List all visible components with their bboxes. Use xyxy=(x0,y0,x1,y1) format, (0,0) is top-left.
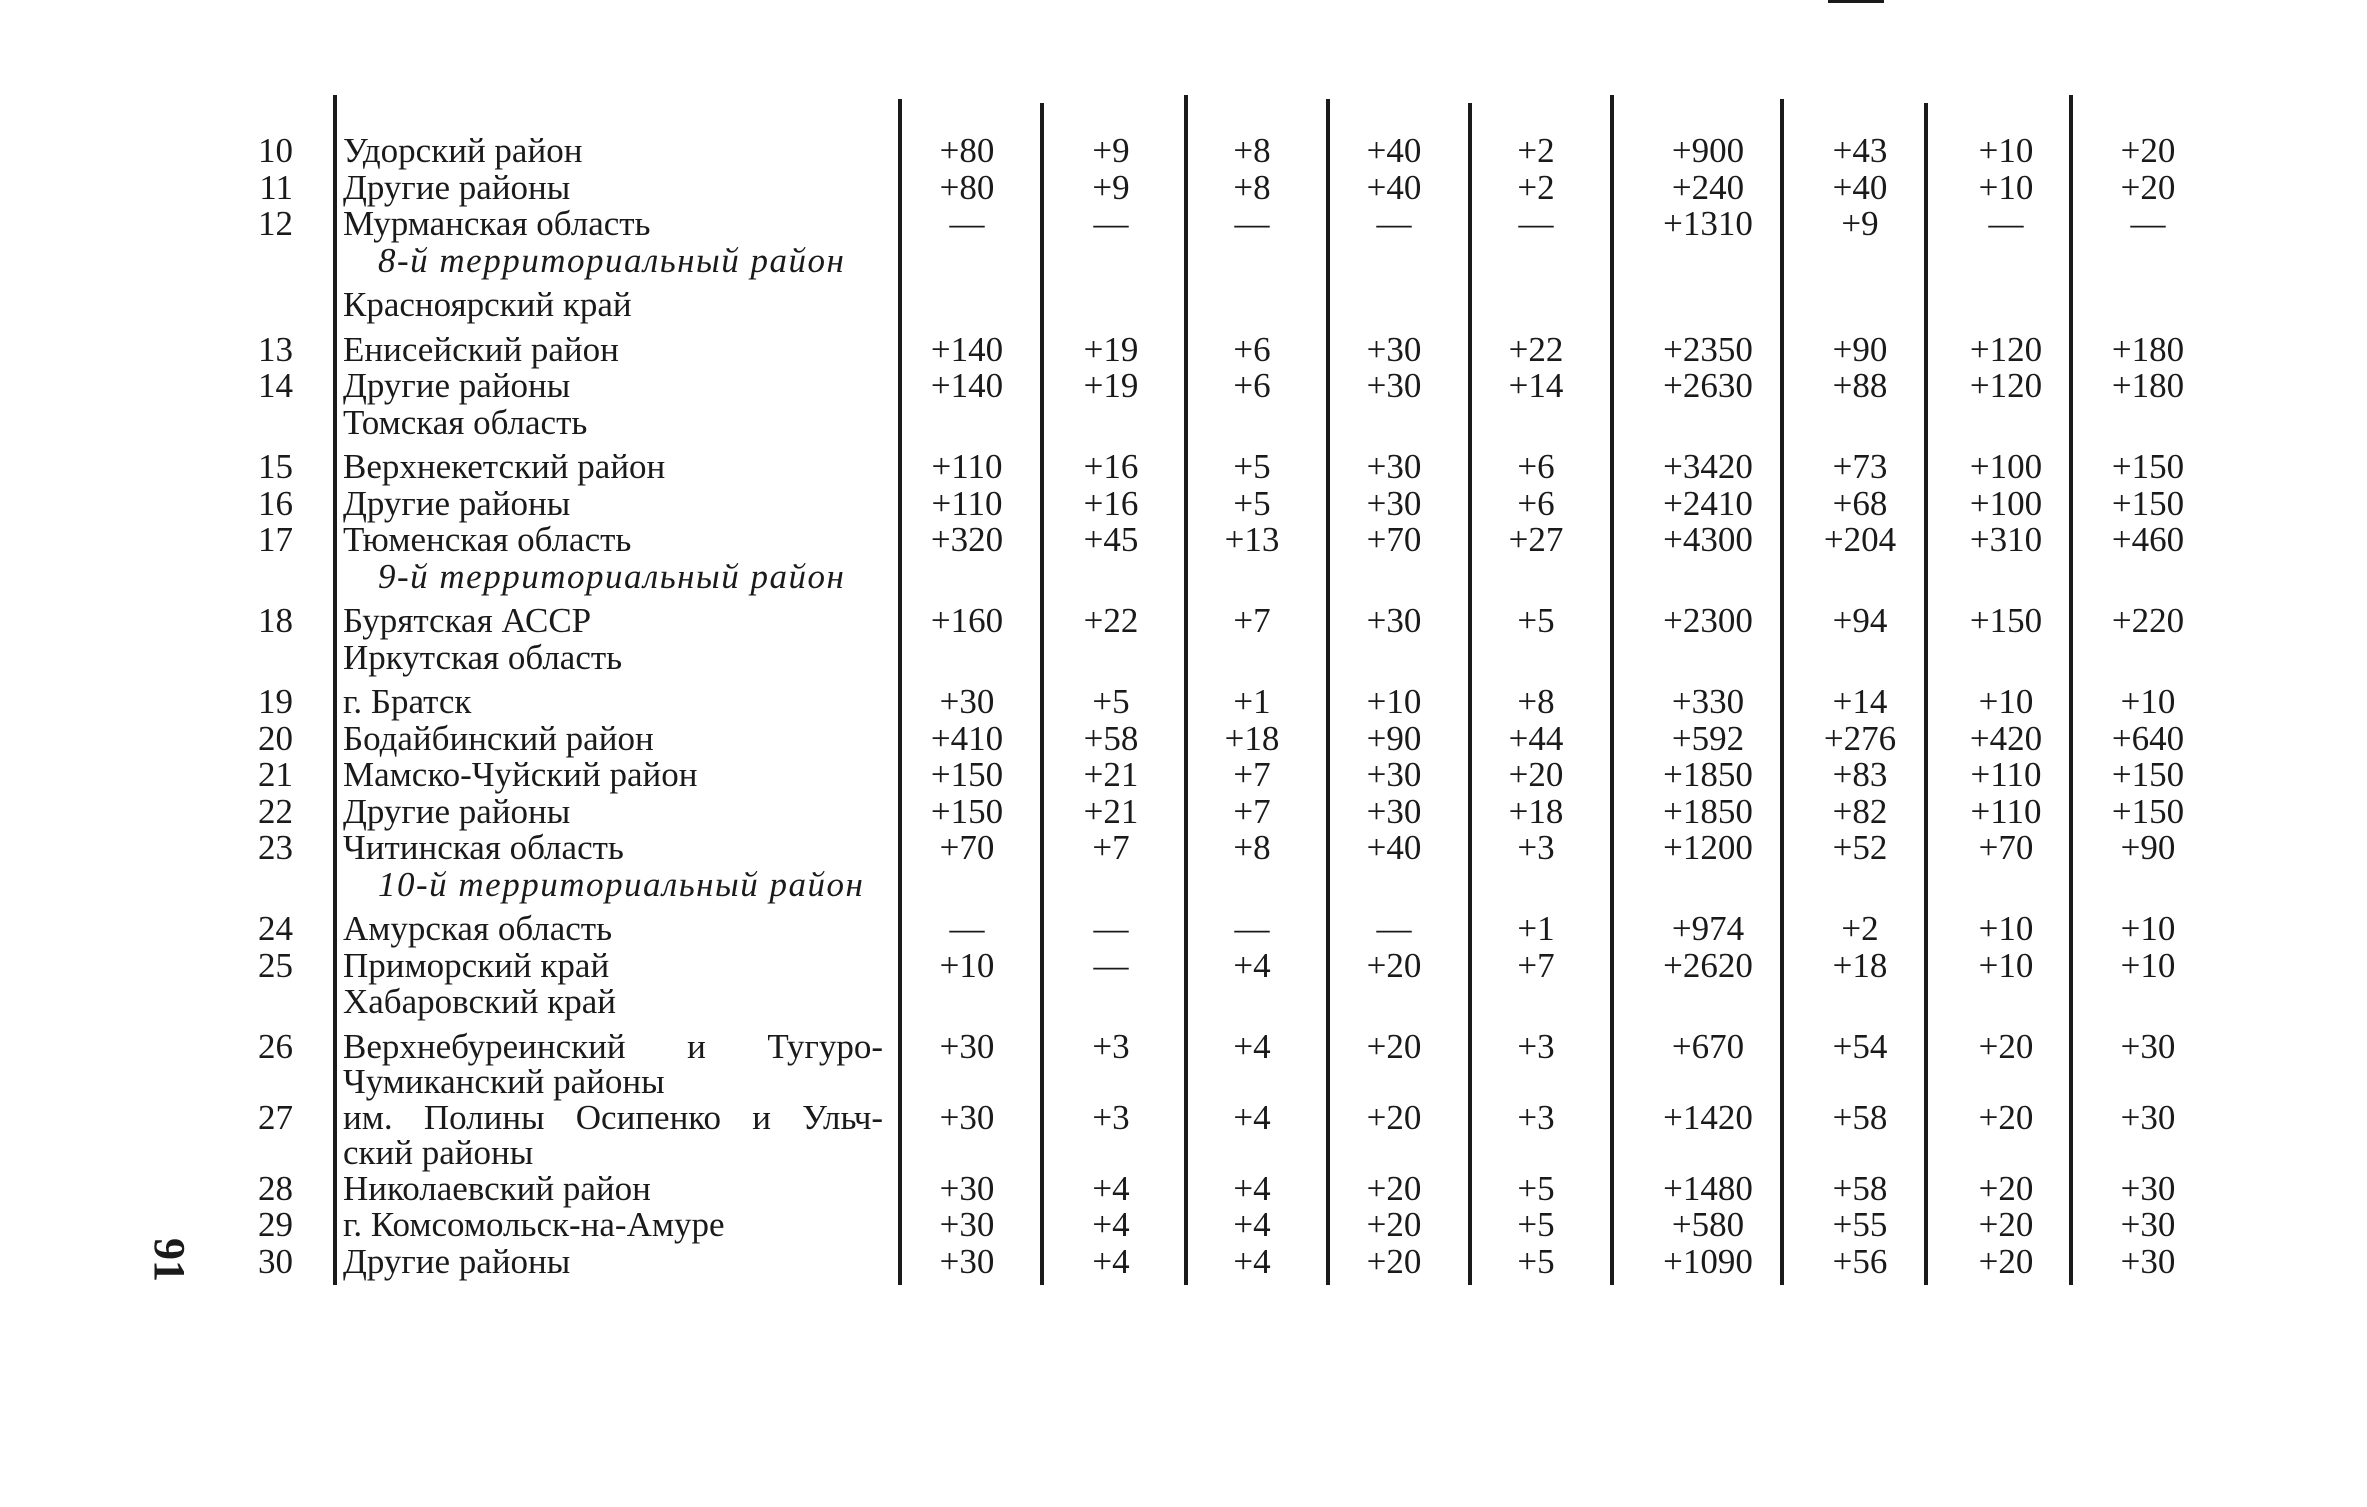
cell-value: +6 xyxy=(1233,329,1271,369)
cell-value: +40 xyxy=(1366,828,1422,867)
cell-value: +2350 xyxy=(1663,329,1753,369)
cell-value: +5 xyxy=(1517,1241,1555,1281)
cell-value: +4 xyxy=(1233,1241,1271,1281)
row-number: 28 xyxy=(258,1168,293,1208)
cell-value: +4 xyxy=(1092,1241,1130,1281)
cell-value: — xyxy=(1093,945,1129,985)
cell-value: +30 xyxy=(1366,601,1422,640)
cell-value: +670 xyxy=(1671,1026,1745,1066)
cell-value: +20 xyxy=(1366,1026,1422,1066)
column-rule xyxy=(1040,103,1044,1285)
cell-value: +7 xyxy=(1233,601,1271,640)
page-number: 91 xyxy=(145,1238,194,1282)
cell-value: +320 xyxy=(930,520,1004,559)
cell-value: +94 xyxy=(1832,601,1888,640)
row-label: г. Братск xyxy=(343,682,472,721)
row-number: 14 xyxy=(258,366,293,405)
column-rule xyxy=(898,99,902,1285)
row-number: 20 xyxy=(258,718,293,758)
row-label: Мамско-Чуйский район xyxy=(343,755,698,794)
cell-value: +2 xyxy=(1517,167,1555,207)
cell-value: +592 xyxy=(1671,718,1745,758)
cell-value: +70 xyxy=(1366,520,1422,559)
cell-value: +5 xyxy=(1092,682,1130,721)
cell-value: +1 xyxy=(1233,682,1271,721)
cell-value: +20 xyxy=(1978,1241,2034,1281)
cell-value: +9 xyxy=(1092,167,1130,207)
cell-value: +73 xyxy=(1832,447,1888,486)
cell-value: +68 xyxy=(1832,483,1888,523)
cell-value: +140 xyxy=(930,329,1004,369)
cell-value: +54 xyxy=(1832,1026,1888,1066)
cell-value: +10 xyxy=(1978,167,2034,207)
cell-value: +4 xyxy=(1233,1168,1271,1208)
cell-value: +204 xyxy=(1823,520,1897,559)
cell-value: +7 xyxy=(1233,755,1271,794)
cell-value: +19 xyxy=(1083,366,1139,405)
cell-value: — xyxy=(2130,204,2166,243)
cell-value: +10 xyxy=(1366,682,1422,721)
cell-value: +10 xyxy=(1978,682,2034,721)
cell-value: +2630 xyxy=(1663,366,1753,405)
row-number: 11 xyxy=(259,167,293,207)
row-label: Верхнебуреинский и Тугуро- xyxy=(343,1026,883,1066)
cell-value: +10 xyxy=(2120,945,2176,985)
row-label-continued: ский районы xyxy=(343,1132,534,1172)
cell-value: +30 xyxy=(939,1168,995,1208)
column-rule xyxy=(1780,99,1784,1285)
cell-value: +45 xyxy=(1083,520,1139,559)
cell-value: +14 xyxy=(1508,366,1564,405)
cell-value: +3 xyxy=(1517,828,1555,867)
row-number: 27 xyxy=(258,1097,293,1137)
cell-value: +20 xyxy=(1978,1097,2034,1137)
cell-value: +20 xyxy=(1978,1205,2034,1244)
cell-value: +3 xyxy=(1092,1097,1130,1137)
row-number: 22 xyxy=(258,791,293,831)
row-number: 24 xyxy=(258,909,293,948)
cell-value: +3 xyxy=(1092,1026,1130,1066)
cell-value: +4 xyxy=(1233,1097,1271,1137)
cell-value: +640 xyxy=(2111,718,2185,758)
cell-value: +5 xyxy=(1517,1168,1555,1208)
cell-value: +1200 xyxy=(1663,828,1753,867)
cell-value: +180 xyxy=(2111,366,2185,405)
cell-value: +90 xyxy=(2120,828,2176,867)
cell-value: +8 xyxy=(1517,682,1555,721)
row-number: 10 xyxy=(258,131,293,170)
cell-value: +330 xyxy=(1671,682,1745,721)
row-number: 17 xyxy=(258,520,293,559)
cell-value: +150 xyxy=(2111,755,2185,794)
cell-value: +420 xyxy=(1969,718,2043,758)
cell-value: +22 xyxy=(1508,329,1564,369)
row-number: 19 xyxy=(258,682,293,721)
column-rule xyxy=(1184,95,1188,1285)
cell-value: +900 xyxy=(1671,131,1745,170)
cell-value: — xyxy=(949,204,985,243)
cell-value: +80 xyxy=(939,131,995,170)
row-label: Енисейский район xyxy=(343,329,619,369)
cell-value: +22 xyxy=(1083,601,1139,640)
cell-value: +18 xyxy=(1224,718,1280,758)
cell-value: +8 xyxy=(1233,131,1271,170)
cell-value: +4 xyxy=(1233,1026,1271,1066)
cell-value: +6 xyxy=(1517,483,1555,523)
cell-value: +150 xyxy=(2111,447,2185,486)
cell-value: +20 xyxy=(1366,1097,1422,1137)
cell-value: +70 xyxy=(1978,828,2034,867)
cell-value: — xyxy=(1376,909,1412,948)
cell-value: +4 xyxy=(1092,1168,1130,1208)
group-heading: Иркутская область xyxy=(343,637,623,677)
cell-value: +180 xyxy=(2111,329,2185,369)
cell-value: +160 xyxy=(930,601,1004,640)
cell-value: +30 xyxy=(939,1205,995,1244)
cell-value: +2410 xyxy=(1663,483,1753,523)
row-label: им. Полины Осипенко и Ульч- xyxy=(343,1097,883,1137)
cell-value: +10 xyxy=(1978,909,2034,948)
cell-value: +20 xyxy=(1978,1026,2034,1066)
cell-value: +1420 xyxy=(1663,1097,1753,1137)
cell-value: +100 xyxy=(1969,483,2043,523)
cell-value: +2620 xyxy=(1663,945,1753,985)
row-label: Амурская область xyxy=(343,909,613,948)
row-label: Другие районы xyxy=(343,167,571,207)
row-number: 21 xyxy=(258,755,293,794)
cell-value: +30 xyxy=(2120,1168,2176,1208)
cell-value: +56 xyxy=(1832,1241,1888,1281)
column-rule xyxy=(1326,99,1330,1285)
cell-value: +150 xyxy=(1969,601,2043,640)
cell-value: +30 xyxy=(1366,366,1422,405)
cell-value: +220 xyxy=(2111,601,2185,640)
cell-value: +580 xyxy=(1671,1205,1745,1244)
cell-value: +20 xyxy=(1366,945,1422,985)
cell-value: +410 xyxy=(930,718,1004,758)
label-column-rule xyxy=(333,95,337,1285)
cell-value: +7 xyxy=(1517,945,1555,985)
cell-value: +150 xyxy=(2111,791,2185,831)
row-number: 16 xyxy=(258,483,293,523)
cell-value: +40 xyxy=(1366,167,1422,207)
cell-value: +44 xyxy=(1508,718,1564,758)
cell-value: +30 xyxy=(1366,329,1422,369)
cell-value: — xyxy=(1093,909,1129,948)
cell-value: +70 xyxy=(939,828,995,867)
row-number: 26 xyxy=(258,1026,293,1066)
cell-value: +43 xyxy=(1832,131,1888,170)
cell-value: +1 xyxy=(1517,909,1555,948)
cell-value: +30 xyxy=(2120,1097,2176,1137)
cell-value: +52 xyxy=(1832,828,1888,867)
row-label: Читинская область xyxy=(343,828,624,867)
group-heading: Красноярский край xyxy=(343,285,632,324)
cell-value: +276 xyxy=(1823,718,1897,758)
row-number: 18 xyxy=(258,601,293,640)
cell-value: +20 xyxy=(1978,1168,2034,1208)
cell-value: +30 xyxy=(1366,483,1422,523)
cell-value: +1310 xyxy=(1663,204,1753,243)
row-number: 25 xyxy=(258,945,293,985)
cell-value: +9 xyxy=(1092,131,1130,170)
section-heading: 8-й территориальный район xyxy=(378,240,846,280)
cell-value: +10 xyxy=(1978,131,2034,170)
row-label: Другие районы xyxy=(343,791,571,831)
cell-value: +3420 xyxy=(1663,447,1753,486)
cell-value: +20 xyxy=(1366,1205,1422,1244)
cell-value: +88 xyxy=(1832,366,1888,405)
cell-value: +3 xyxy=(1517,1097,1555,1137)
cell-value: +10 xyxy=(2120,909,2176,948)
column-rule xyxy=(2069,95,2073,1285)
row-number: 30 xyxy=(258,1241,293,1281)
cell-value: +20 xyxy=(2120,167,2176,207)
cell-value: +10 xyxy=(2120,682,2176,721)
cell-value: +30 xyxy=(939,1097,995,1137)
cell-value: +13 xyxy=(1224,520,1280,559)
row-number: 15 xyxy=(258,447,293,486)
cell-value: — xyxy=(1988,204,2024,243)
row-label-continued: Чумиканский районы xyxy=(343,1061,665,1101)
cell-value: +30 xyxy=(1366,791,1422,831)
cell-value: — xyxy=(949,909,985,948)
cell-value: +20 xyxy=(2120,131,2176,170)
row-label: Другие районы xyxy=(343,483,571,523)
cell-value: +110 xyxy=(931,483,1003,523)
cell-value: +5 xyxy=(1517,601,1555,640)
column-rule xyxy=(1924,103,1928,1285)
cell-value: +21 xyxy=(1083,791,1139,831)
cell-value: +20 xyxy=(1366,1168,1422,1208)
cell-value: +10 xyxy=(939,945,995,985)
cell-value: +6 xyxy=(1233,366,1271,405)
cell-value: +20 xyxy=(1366,1241,1422,1281)
row-number: 23 xyxy=(258,828,293,867)
cell-value: +3 xyxy=(1517,1026,1555,1066)
cell-value: +21 xyxy=(1083,755,1139,794)
cell-value: +120 xyxy=(1969,329,2043,369)
cell-value: +20 xyxy=(1508,755,1564,794)
cell-value: +30 xyxy=(2120,1205,2176,1244)
cell-value: +55 xyxy=(1832,1205,1888,1244)
cell-value: +16 xyxy=(1083,447,1139,486)
cell-value: +90 xyxy=(1832,329,1888,369)
cell-value: +460 xyxy=(2111,520,2185,559)
section-heading: 10-й территориальный район xyxy=(378,864,865,904)
cell-value: +4 xyxy=(1233,945,1271,985)
cell-value: +30 xyxy=(939,1241,995,1281)
row-label: Удорский район xyxy=(343,131,583,170)
cell-value: +58 xyxy=(1832,1168,1888,1208)
cell-value: — xyxy=(1234,909,1270,948)
cell-value: — xyxy=(1093,204,1129,243)
row-number: 29 xyxy=(258,1205,293,1244)
cell-value: +9 xyxy=(1841,204,1879,243)
cell-value: +30 xyxy=(1366,447,1422,486)
cell-value: +14 xyxy=(1832,682,1888,721)
cell-value: +2 xyxy=(1841,909,1879,948)
cell-value: +974 xyxy=(1671,909,1745,948)
cell-value: +110 xyxy=(1970,755,2042,794)
cell-value: +2300 xyxy=(1663,601,1753,640)
cell-value: +80 xyxy=(939,167,995,207)
cell-value: — xyxy=(1376,204,1412,243)
cell-value: +19 xyxy=(1083,329,1139,369)
cell-value: +8 xyxy=(1233,828,1271,867)
row-label: Николаевский район xyxy=(343,1168,651,1208)
cell-value: +100 xyxy=(1969,447,2043,486)
cell-value: +7 xyxy=(1233,791,1271,831)
cell-value: +82 xyxy=(1832,791,1888,831)
row-label: Приморский край xyxy=(343,945,610,985)
row-number: 12 xyxy=(258,204,293,243)
cell-value: +5 xyxy=(1233,447,1271,486)
cell-value: +240 xyxy=(1671,167,1745,207)
cell-value: +83 xyxy=(1832,755,1888,794)
cell-value: +150 xyxy=(930,791,1004,831)
cell-value: — xyxy=(1518,204,1554,243)
cell-value: +40 xyxy=(1366,131,1422,170)
row-label: Другие районы xyxy=(343,366,571,405)
cell-value: +2 xyxy=(1517,131,1555,170)
cell-value: +30 xyxy=(2120,1241,2176,1281)
cell-value: +4 xyxy=(1233,1205,1271,1244)
cell-value: +1480 xyxy=(1663,1168,1753,1208)
cell-value: +4300 xyxy=(1663,520,1753,559)
cell-value: +90 xyxy=(1366,718,1422,758)
cell-value: +10 xyxy=(1978,945,2034,985)
cell-value: +18 xyxy=(1508,791,1564,831)
group-heading: Хабаровский край xyxy=(343,982,616,1021)
row-label: Тюменская область xyxy=(343,520,632,559)
cell-value: +110 xyxy=(931,447,1003,486)
row-label: г. Комсомольск-на-Амуре xyxy=(343,1205,725,1244)
row-label: Мурманская область xyxy=(343,204,651,243)
cell-value: +5 xyxy=(1517,1205,1555,1244)
cell-value: +18 xyxy=(1832,945,1888,985)
row-label: Верхнекетский район xyxy=(343,447,666,486)
cell-value: +120 xyxy=(1969,366,2043,405)
cell-value: +16 xyxy=(1083,483,1139,523)
cell-value: +150 xyxy=(2111,483,2185,523)
cell-value: +58 xyxy=(1832,1097,1888,1137)
cell-value: +30 xyxy=(939,1026,995,1066)
cell-value: +40 xyxy=(1832,167,1888,207)
cell-value: +140 xyxy=(930,366,1004,405)
cell-value: — xyxy=(1234,204,1270,243)
cell-value: +310 xyxy=(1969,520,2043,559)
cell-value: +7 xyxy=(1092,828,1130,867)
section-heading: 9-й территориальный район xyxy=(378,556,846,596)
cell-value: +8 xyxy=(1233,167,1271,207)
cell-value: +1850 xyxy=(1663,791,1753,831)
cell-value: +5 xyxy=(1233,483,1271,523)
row-label: Другие районы xyxy=(343,1241,571,1281)
cell-value: +27 xyxy=(1508,520,1564,559)
cell-value: +110 xyxy=(1970,791,2042,831)
top-edge-mark xyxy=(1828,0,1884,3)
cell-value: +30 xyxy=(1366,755,1422,794)
cell-value: +4 xyxy=(1092,1205,1130,1244)
cell-value: +30 xyxy=(939,682,995,721)
cell-value: +58 xyxy=(1083,718,1139,758)
row-label: Бурятская АССР xyxy=(343,601,592,640)
cell-value: +1850 xyxy=(1663,755,1753,794)
row-number: 13 xyxy=(258,329,293,369)
cell-value: +6 xyxy=(1517,447,1555,486)
group-heading: Томская область xyxy=(343,402,588,442)
cell-value: +150 xyxy=(930,755,1004,794)
cell-value: +1090 xyxy=(1663,1241,1753,1281)
cell-value: +30 xyxy=(2120,1026,2176,1066)
column-rule xyxy=(1468,103,1472,1285)
column-rule xyxy=(1610,95,1614,1285)
row-label: Бодайбинский район xyxy=(343,718,654,758)
